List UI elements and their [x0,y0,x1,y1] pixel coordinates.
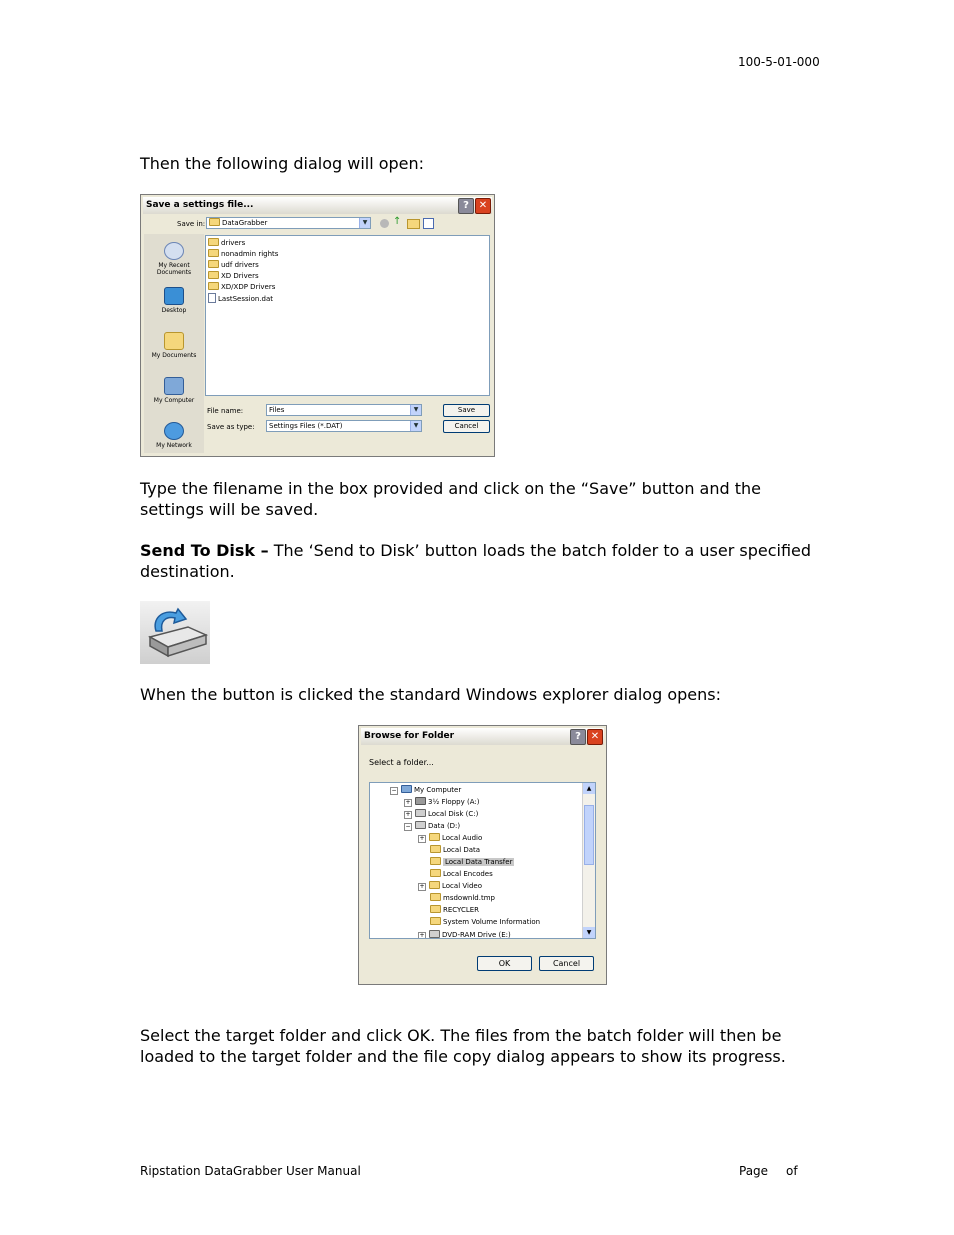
save-type-select[interactable]: Settings Files (*.DAT) ▼ [266,420,422,432]
up-folder-icon[interactable]: ↑ [393,216,402,227]
tree-item[interactable]: Local Data [430,845,480,855]
drive-icon [415,809,426,817]
computer-icon [401,785,412,793]
disk-arrow-icon [140,601,210,664]
list-item[interactable]: nonadmin rights [208,249,278,259]
browse-prompt: Select a folder... [369,758,434,767]
documents-folder-icon [164,332,184,350]
folder-tree[interactable] [369,782,596,939]
scroll-up-icon[interactable]: ▲ [583,783,595,794]
folder-icon [430,857,441,865]
network-icon [164,422,184,440]
places-item-recent[interactable]: My Recent Documents [144,242,204,276]
send-to-disk-icon [140,601,210,664]
folder-icon [209,218,220,226]
save-button[interactable]: Save [443,404,490,417]
desktop-icon [164,287,184,305]
tree-item[interactable]: + 3½ Floppy (A:) [405,798,480,806]
places-item-network[interactable]: My Network [144,422,204,449]
tree-item[interactable]: + DVD-RAM Drive (E:) [419,931,511,939]
scroll-thumb[interactable] [584,805,594,865]
list-item[interactable]: drivers [208,238,245,248]
floppy-icon [415,797,426,805]
folder-icon [429,881,440,889]
save-settings-dialog [140,194,495,457]
type-filename-paragraph: Type the filename in the box provided and click on the “Save” button and the settings will be saved. [140,479,761,519]
places-bar [144,234,204,453]
drive-icon [415,821,426,829]
places-item-desktop[interactable]: Desktop [144,287,204,314]
close-button[interactable]: ✕ [587,729,603,745]
new-folder-icon[interactable] [407,219,420,229]
chevron-down-icon: ▼ [359,218,370,228]
send-to-disk-paragraph [140,540,820,582]
manual-title: Ripstation DataGrabber User Manual [140,1164,361,1178]
folder-icon [430,845,441,853]
file-name-input[interactable]: Files ▼ [266,404,422,416]
computer-icon [164,377,184,395]
back-icon[interactable] [380,219,389,228]
tree-scrollbar[interactable] [582,783,595,938]
page-label: Page [739,1164,769,1178]
folder-icon [430,893,441,901]
view-menu-icon[interactable] [423,218,434,229]
cancel-button[interactable]: Cancel [443,420,490,433]
tree-item[interactable]: System Volume Information [430,917,540,927]
file-icon [208,293,216,303]
browse-dialog-titlebar [361,728,604,745]
ok-button[interactable]: OK [477,956,532,971]
folder-icon [208,260,219,268]
save-in-label: Save in: [177,220,206,228]
save-in-dropdown[interactable] [206,217,371,229]
file-list[interactable] [205,235,490,396]
tree-item[interactable]: − My Computer [391,786,462,794]
cancel-button[interactable]: Cancel [539,956,594,971]
intro-paragraph: Then the following dialog will open: [140,154,425,173]
tree-item[interactable]: msdownld.tmp [430,893,495,903]
document-id: 100-5-01-000 [738,55,820,69]
list-item[interactable]: LastSession.dat [208,293,273,304]
save-dialog-titlebar [143,197,492,214]
dvd-drive-icon [429,930,440,938]
places-item-documents[interactable]: My Documents [144,332,204,359]
help-button[interactable]: ? [570,729,586,745]
tree-item[interactable]: + Local Disk (C:) [405,810,479,818]
file-name-label: File name: [207,407,244,415]
clock-icon [164,242,184,260]
save-dialog-title: Save a settings file... [146,200,254,210]
send-to-disk-label: Send To Disk – [140,541,269,560]
tree-item[interactable]: RECYCLER [430,905,479,915]
folder-icon [208,249,219,257]
scroll-down-icon[interactable]: ▼ [583,927,595,938]
select-target-paragraph: Select the target folder and click OK. The files from the batch folder will then be loaded to the target folder and the file copy dialog appears to show its progress. [140,1026,786,1066]
places-item-computer[interactable]: My Computer [144,377,204,404]
list-item[interactable]: XD/XDP Drivers [208,282,275,292]
folder-icon [429,833,440,841]
button-clicked-paragraph: When the button is clicked the standard Windows explorer dialog opens: [140,685,721,704]
tree-item[interactable]: − Data (D:) [405,822,461,830]
save-type-label: Save as type: [207,423,255,431]
list-item[interactable]: XD Drivers [208,271,259,281]
folder-icon [430,905,441,913]
browse-dialog-title: Browse for Folder [364,731,455,741]
tree-item[interactable]: + Local Audio [419,834,483,842]
close-button[interactable]: ✕ [475,198,491,214]
chevron-down-icon: ▼ [410,421,421,431]
tree-item[interactable]: + Local Video [419,882,482,890]
folder-icon [430,869,441,877]
browse-folder-dialog [358,725,607,985]
folder-icon [208,238,219,246]
of-label: of [786,1164,798,1178]
folder-icon [430,917,441,925]
help-button[interactable]: ? [458,198,474,214]
tree-item-selected[interactable]: Local Data Transfer [430,857,514,867]
save-in-value: DataGrabber [222,219,268,227]
chevron-down-icon: ▼ [410,405,421,415]
tree-item[interactable]: Local Encodes [430,869,493,879]
folder-icon [208,271,219,279]
folder-icon [208,282,219,290]
send-to-disk-text: The ‘Send to Disk’ button loads the batch folder to a user specified destination. [140,541,812,581]
list-item[interactable]: udf drivers [208,260,259,270]
